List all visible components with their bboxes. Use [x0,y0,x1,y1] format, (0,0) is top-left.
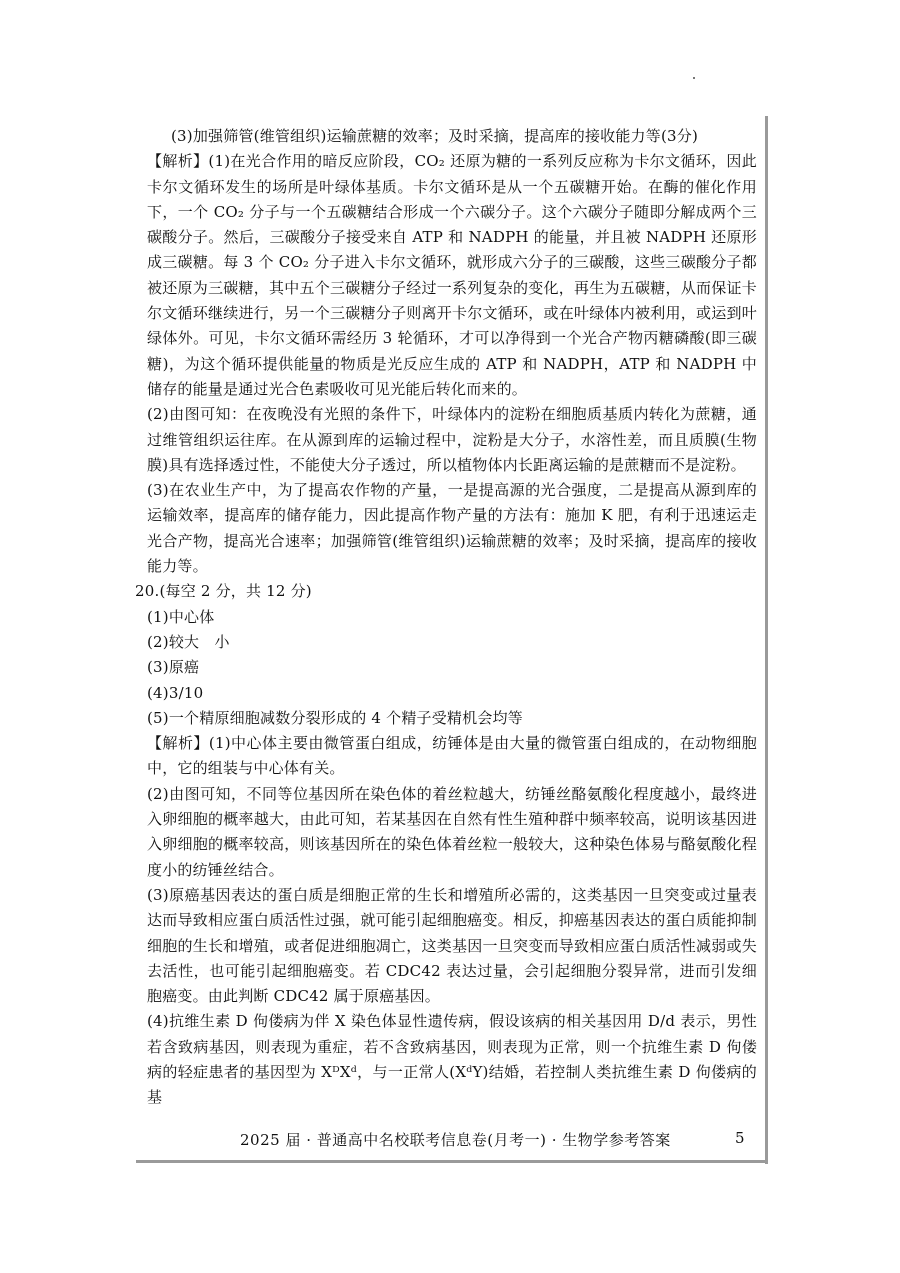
sheet-shadow-bottom [136,1160,768,1163]
question-20-header: 20.(每空 2 分，共 12 分) [135,582,312,601]
analysis-20-1: 【解析】(1)中心体主要由微管蛋白组成，纺锤体是由大量的微管蛋白组成的，在动物细胞中，它的组装与中心体有关。 [147,734,757,778]
analysis-20-4: (4)抗维生素 D 佝偻病为伴 X 染色体显性遗传病，假设该病的相关基因用 D/d 表示，男性若含致病基因，则表现为重症，若不含致病基因，则表现为正常，则一个抗维生素 D 佝偻病的轻症患者的基因型为 XᴰXᵈ，与一正常人(XᵈY)结婚，若控制人类抗维生素 D 佝偻病的基 [147,1012,757,1107]
answer-20-3: (3)原癌 [147,658,200,677]
sheet-shadow-right [765,116,768,1164]
answer-20-5: (5)一个精原细胞减数分裂形成的 4 个精子受精机会均等 [147,708,523,727]
analysis-19-3: (3)在农业生产中，为了提高农作物的产量，一是提高源的光合强度，二是提高从源到库的运输效率，提高库的储存能力，因此提高作物产量的方法有：施加 K 肥，有利于迅速运走光合产物，提高光合速率；加强筛管(维管组织)运输蔗糖的效率；及时采摘，提高库的接收能力等。 [147,481,757,576]
analysis-19-1: 【解析】(1)在光合作用的暗反应阶段，CO₂ 还原为糖的一系列反应称为卡尔文循环，因此卡尔文循环发生的场所是叶绿体基质。卡尔文循环是从一个五碳糖开始。在酶的催化作用下，一个 CO₂ 分子与一个五碳糖结合形成一个六碳分子。这个六碳分子随即分解成两个三碳酸分子。然后，三碳酸分子接受来自 ATP 和 NADPH 的能量，并且被 NADPH 还原形成三碳糖。每 3 个 CO₂ 分子进入卡尔文循环，就形成六分子的三碳酸，这些三碳酸分子都被还原为三碳糖，其中五个三碳糖分子经过一系列复杂的变化，再生为五碳糖，从而保证卡尔文循环继续进行，另一个三碳糖分子则离开卡尔文循环，或在叶绿体内被利用，或运到叶绿体外。可见，卡尔文循环需经历 3 轮循环，才可以净得到一个光合产物丙糖磷酸(即三碳糖)，为这个循环提供能量的物质是光反应生成的 ATP 和 NADPH，ATP 和 NADPH 中储存的能量是通过光合色素吸收可见光能后转化而来的。 [147,152,757,398]
analysis-20-3: (3)原癌基因表达的蛋白质是细胞正常的生长和增殖所必需的，这类基因一旦突变或过量表达而导致相应蛋白质活性过强，就可能引起细胞癌变。相反，抑癌基因表达的蛋白质能抑制细胞的生长和增殖，或者促进细胞凋亡，这类基因一旦突变而导致相应蛋白质活性减弱或失去活性，也可能引起细胞癌变。若 CDC42 表达过量，会引起细胞分裂异常，进而引发细胞癌变。由此判断 CDC42 属于原癌基因。 [147,885,757,1006]
answer-19-3: (3)加强筛管(维管组织)运输蔗糖的效率；及时采摘，提高库的接收能力等(3分) [171,127,699,145]
page-footer-title: 2025 届 · 普通高中名校联考信息卷(月考一) · 生物学参考答案 [240,1131,671,1149]
scan-speck [693,77,695,79]
answer-20-2: (2)较大 小 [147,632,230,651]
page-number: 5 [735,1129,745,1147]
answer-content [135,124,757,1111]
analysis-19-2: (2)由图可知：在夜晚没有光照的条件下，叶绿体内的淀粉在细胞质基质内转化为蔗糖，通过维管组织运往库。在从源到库的运输过程中，淀粉是大分子，水溶性差，而且质膜(生物膜)具有选择透过性，不能使大分子透过，所以植物体内长距离运输的是蔗糖而不是淀粉。 [147,405,757,474]
analysis-20-2: (2)由图可知，不同等位基因所在染色体的着丝粒越大，纺锤丝酪氨酸化程度越小，最终进入卵细胞的概率越大，由此可知，若某基因在自然有性生殖种群中频率较高，说明该基因进入卵细胞的概率较高，则该基因所在的染色体着丝粒一般较大，这种染色体易与酪氨酸化程度小的纺锤丝结合。 [147,784,757,879]
answer-20-4: (4)3/10 [147,683,204,702]
answer-20-1: (1)中心体 [147,607,215,626]
